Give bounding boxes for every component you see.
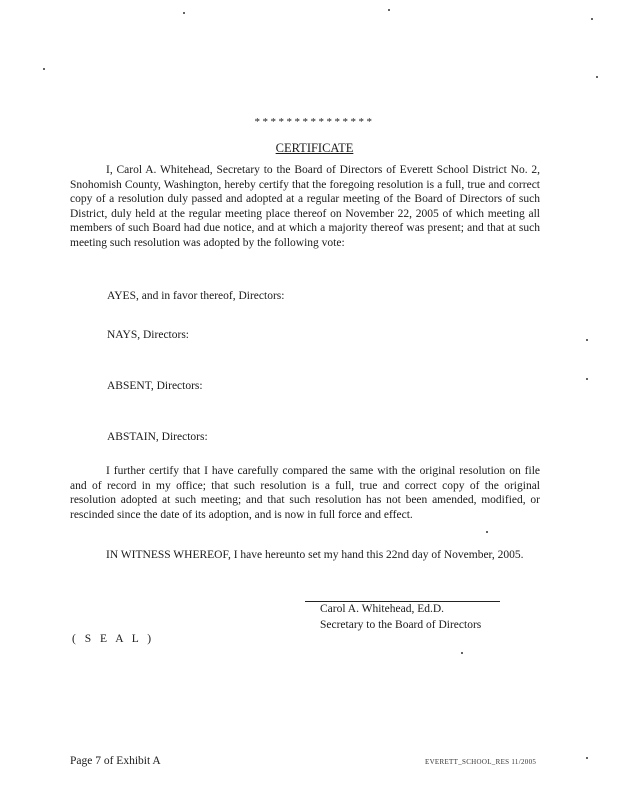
scan-speck (586, 378, 588, 380)
witness-paragraph: IN WITNESS WHEREOF, I have hereunto set my hand this 22nd day of November, 2005. (106, 549, 524, 561)
further-certify-paragraph: I further certify that I have carefully compared the same with the original resolution on file and of record in my office; that such resolution is a full, true and correct copy of the original resolution adopted at such meeting; and that such resolution has not been amended, modified, or rescinded since the date of its adoption, and is now in full force and effect. (70, 465, 540, 521)
certification-paragraph: I, Carol A. Whitehead, Secretary to the Board of Directors of Everett School District No. 2, Snohomish County, Washington, hereby certify that the foregoing resolution is a full, true and correct copy of a resolution duly passed and adopted at a regular meeting of the Board of Directors of such District, duly held at the regular meeting place thereof on November 22, 2005 of which meeting all members of such Board had due notice, and at which a majority thereof was present; and that at such meeting such resolution was adopted by the following vote: (70, 164, 540, 249)
scan-speck (596, 76, 598, 78)
vote-absent: ABSENT, Directors: (107, 380, 203, 392)
footer-doc-code: EVERETT_SCHOOL_RES 11/2005 (425, 758, 537, 766)
scan-speck (183, 12, 185, 14)
scan-speck (591, 18, 593, 20)
vote-abstain: ABSTAIN, Directors: (107, 431, 208, 443)
footer-page-label: Page 7 of Exhibit A (70, 755, 161, 767)
scan-speck (461, 652, 463, 654)
scan-speck (586, 339, 588, 341)
signatory-title: Secretary to the Board of Directors (320, 619, 482, 631)
separator-asterisks: *************** (254, 116, 375, 128)
certificate-title: CERTIFICATE (275, 141, 354, 155)
signatory-name: Carol A. Whitehead, Ed.D. (320, 603, 445, 615)
vote-nays: NAYS, Directors: (107, 329, 189, 341)
seal-label: ( S E A L ) (72, 633, 155, 645)
scan-speck (486, 531, 488, 533)
signature-line (305, 601, 500, 602)
scan-speck (43, 68, 45, 70)
scan-speck (388, 9, 390, 11)
scan-speck (586, 757, 588, 759)
vote-ayes: AYES, and in favor thereof, Directors: (107, 290, 285, 302)
